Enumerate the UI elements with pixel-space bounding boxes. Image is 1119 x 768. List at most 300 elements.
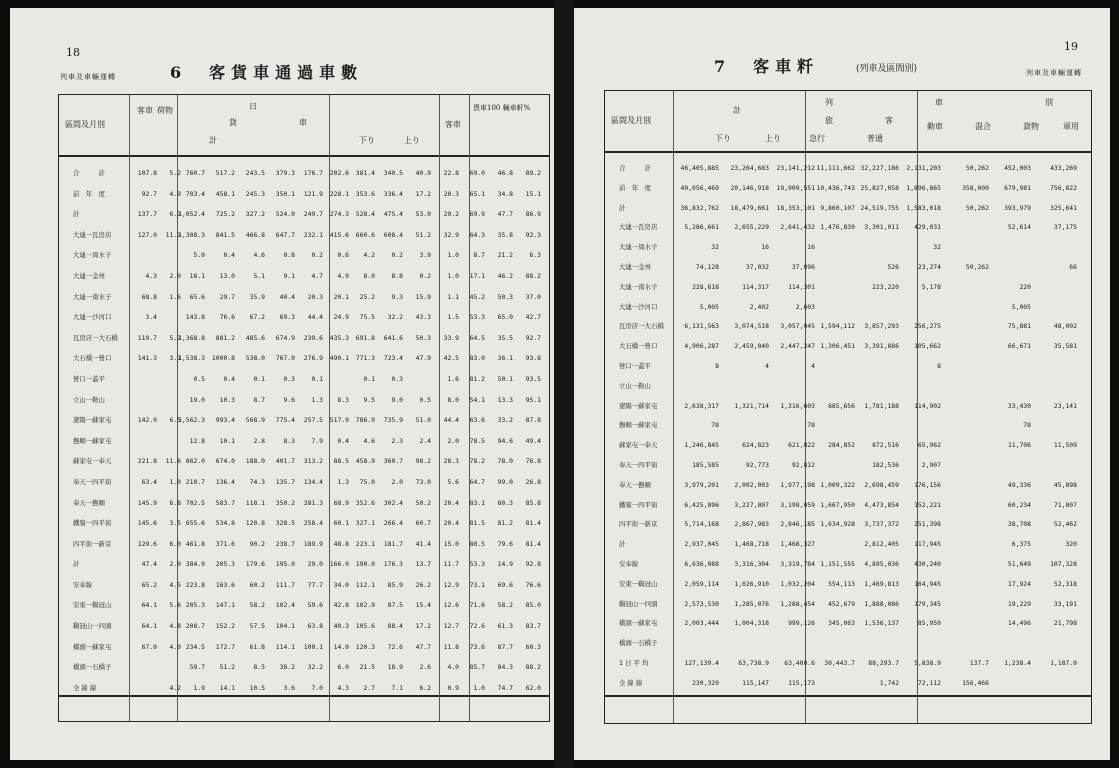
data-cell: 3,057,045 <box>780 322 815 331</box>
data-cell <box>1033 238 1077 258</box>
data-cell: 872,516 <box>872 441 899 450</box>
data-cell: 679,981 <box>1004 183 1031 192</box>
data-cell: 92,773 <box>745 460 769 469</box>
data-column <box>177 163 205 698</box>
data-cell: 381.4 <box>355 169 375 177</box>
data-cell: 534.8 <box>215 519 235 528</box>
data-cell: 147.1 <box>215 601 235 610</box>
data-cell: 5.2 <box>169 169 181 177</box>
data-cell: 2,003,444 <box>684 619 719 628</box>
data-cell: 1,468,718 <box>734 540 769 549</box>
data-cell: 528.4 <box>355 210 375 219</box>
data-cell: 83.7 <box>525 622 541 631</box>
data-cell: 47.7 <box>497 210 513 219</box>
data-cell: 0.4 <box>223 374 235 383</box>
row-label: 大連一沙河口 <box>619 302 658 311</box>
data-cell: 152,221 <box>914 500 941 509</box>
data-cell: 767.0 <box>275 354 295 363</box>
data-cell: 221.8 <box>137 457 157 466</box>
row-label: 大連一瓦房店 <box>619 223 658 232</box>
data-cell: 1,308.3 <box>178 230 205 239</box>
data-cell: 166.0 <box>329 560 349 569</box>
data-cell: 41.4 <box>415 539 431 548</box>
data-cell: 401.7 <box>275 457 295 466</box>
data-cell <box>945 377 989 397</box>
data-cell: 179,345 <box>914 599 941 608</box>
data-cell <box>675 634 719 654</box>
data-cell: 93.8 <box>525 354 541 363</box>
row-label: 蘇家屯一奉天 <box>73 457 112 466</box>
data-cell: 691.8 <box>355 333 375 342</box>
data-cell: 435.3 <box>329 333 349 342</box>
data-cell: 461.8 <box>185 539 205 548</box>
data-cell: 73.6 <box>469 642 485 651</box>
data-cell: 10,436,743 <box>816 183 855 192</box>
data-cell: 46,405,885 <box>680 164 719 172</box>
row-label: 計 <box>73 210 80 219</box>
data-cell: 11.2 <box>165 230 181 239</box>
data-cell: 2.4 <box>419 436 431 445</box>
data-cell: 475.4 <box>383 210 403 219</box>
data-cell: 85.0 <box>525 601 541 610</box>
data-cell: 232.1 <box>303 230 323 239</box>
data-cell: 655.6 <box>185 519 205 528</box>
data-cell: 2,002,003 <box>734 480 769 489</box>
data-cell: 1,667,950 <box>820 500 855 509</box>
data-cell: 4.9 <box>169 189 181 198</box>
row-label: 撫順一蘇家屯 <box>619 421 658 430</box>
data-cell: 5,714,168 <box>684 520 719 529</box>
data-cell: 102.4 <box>275 601 295 610</box>
data-cell: 59.6 <box>307 601 323 610</box>
data-cell: 1.5 <box>447 313 459 322</box>
data-cell: 1.0 <box>169 477 181 486</box>
data-cell: 83.1 <box>469 498 485 507</box>
header-cell: 上り <box>404 136 420 145</box>
running-head-left: 列車及車輛運轉 <box>60 73 116 81</box>
data-cell: 87.7 <box>497 642 513 651</box>
data-cell: 1.9 <box>193 683 205 692</box>
data-cell: 35,581 <box>1053 342 1077 351</box>
data-cell: 202.6 <box>329 169 349 177</box>
data-cell: 4.9 <box>337 271 349 280</box>
data-cell: 88.5 <box>333 457 349 466</box>
data-cell: 35.8 <box>497 230 513 239</box>
data-cell: 1000.8 <box>211 354 235 363</box>
data-cell: 33,430 <box>1007 401 1031 410</box>
header-cell: 旅 <box>825 116 833 125</box>
row-label: 營口一蓋平 <box>619 361 651 370</box>
data-cell: 120.8 <box>245 519 265 528</box>
data-cell: 1,288,454 <box>780 599 815 608</box>
data-cell: 117,945 <box>914 540 941 549</box>
data-cell: 17.1 <box>469 271 485 280</box>
data-cell <box>725 634 769 654</box>
row-label: 安東一鷄冠山 <box>619 579 658 588</box>
data-cell <box>945 397 989 417</box>
table-number: 7 <box>714 57 732 76</box>
row-label: 瓦房店一大石橋 <box>73 333 118 342</box>
data-cell: 2,867,983 <box>734 520 769 529</box>
data-cell: 115,173 <box>788 678 815 687</box>
data-cell: 2,698,459 <box>864 480 899 489</box>
data-cell <box>811 535 855 555</box>
data-cell: 71,807 <box>1053 500 1077 509</box>
header-cell: 貨車100 輛車軒% <box>473 104 531 112</box>
data-cell: 50,262 <box>965 262 989 271</box>
data-cell: 20.3 <box>307 292 323 301</box>
data-cell: 60.7 <box>415 519 431 528</box>
data-cell: 2,459,040 <box>734 342 769 351</box>
data-cell <box>987 357 1031 377</box>
data-cell: 120.3 <box>355 642 375 651</box>
data-cell: 188.0 <box>245 457 265 466</box>
data-cell: 86.9 <box>525 210 541 219</box>
data-cell: 64.7 <box>469 477 485 486</box>
data-cell: 53.3 <box>469 313 485 322</box>
data-cell <box>811 634 855 654</box>
data-cell: 164,945 <box>914 579 941 588</box>
data-cell: 50,262 <box>965 164 989 172</box>
data-cell: 54.1 <box>469 395 485 404</box>
data-cell <box>1033 298 1077 318</box>
data-cell: 1,583,018 <box>906 203 941 212</box>
data-cell: 0.1 <box>363 374 375 383</box>
data-cell: 111.7 <box>275 580 295 589</box>
data-cell: 771.3 <box>355 354 375 363</box>
data-cell: 24.9 <box>333 313 349 322</box>
data-cell: 660.6 <box>355 230 375 239</box>
data-cell: 72.6 <box>469 622 485 631</box>
data-cell: 141.3 <box>137 354 157 363</box>
data-cell <box>945 317 989 337</box>
data-column <box>295 163 323 698</box>
data-cell: 647.7 <box>275 230 295 239</box>
data-cell: 2.6 <box>419 663 431 672</box>
data-cell: 1,052.4 <box>178 210 205 219</box>
data-cell <box>945 535 989 555</box>
data-cell <box>321 369 349 390</box>
data-cell: 6,131,563 <box>684 322 719 331</box>
data-cell: 228,618 <box>692 282 719 291</box>
data-cell: 53.3 <box>469 560 485 569</box>
data-cell <box>945 278 989 298</box>
data-cell: 1,977,198 <box>780 480 815 489</box>
table-number: 6 <box>170 63 188 82</box>
data-cell: 325,641 <box>1050 203 1077 212</box>
row-label: 安奉線 <box>619 559 639 568</box>
data-cell: 36.1 <box>497 354 513 363</box>
data-cell: 81.4 <box>525 519 541 528</box>
data-cell: 1,781,188 <box>864 401 899 410</box>
data-cell: 1,238.4 <box>1004 658 1031 667</box>
row-label: 橋頭一石橋子 <box>619 639 658 648</box>
data-cell: 230,320 <box>692 678 719 687</box>
data-cell <box>811 357 855 377</box>
data-cell: 3,857,293 <box>864 322 899 331</box>
header-cell: 勤車 <box>927 122 943 131</box>
data-cell: 88.2 <box>525 663 541 672</box>
data-cell: 137.7 <box>137 210 157 219</box>
data-cell: 220 <box>1019 282 1031 291</box>
data-cell <box>1033 416 1077 436</box>
data-cell <box>945 416 989 436</box>
data-cell: 76.8 <box>525 457 541 466</box>
row-label: 四平街一新京 <box>619 520 658 529</box>
data-cell: 40.9 <box>415 169 431 177</box>
data-cell: 119.7 <box>137 333 157 342</box>
data-cell: 66 <box>1069 262 1077 271</box>
header-cell: 計 <box>733 106 741 115</box>
data-cell: 121.9 <box>303 189 323 198</box>
data-cell: 284,852 <box>828 441 855 450</box>
data-cell: 26.8 <box>525 477 541 486</box>
data-cell: 1,896,865 <box>906 183 941 192</box>
row-label: 大石橋一營口 <box>619 342 658 351</box>
data-cell: 38.2 <box>279 663 295 672</box>
data-cell: 0.2 <box>311 251 323 260</box>
data-cell: 1,368.8 <box>178 333 205 342</box>
data-cell: 458.9 <box>355 457 375 466</box>
data-cell: 23,141 <box>1053 401 1077 410</box>
data-cell <box>811 238 855 258</box>
row-label: 大連一金州 <box>73 271 105 280</box>
data-cell: 554,113 <box>828 579 855 588</box>
data-cell: 145.6 <box>137 519 157 528</box>
data-cell: 20.4 <box>443 519 459 528</box>
data-cell: 350.1 <box>275 189 295 198</box>
data-cell: 2,846,185 <box>780 520 815 529</box>
data-cell: 85.7 <box>469 663 485 672</box>
header-cell: 貨 <box>229 118 237 127</box>
data-cell: 3,198,059 <box>780 500 815 509</box>
row-label: 鷄冠山一四頭 <box>73 622 112 631</box>
data-cell: 84.3 <box>497 663 513 672</box>
data-cell: 35.5 <box>497 333 513 342</box>
data-cell: 63,738.9 <box>738 658 769 667</box>
data-cell: 353.6 <box>355 189 375 198</box>
data-cell: 6,375 <box>1011 540 1031 549</box>
data-cell: 44.4 <box>443 416 459 425</box>
data-cell: 78 <box>807 421 815 430</box>
data-cell: 4.0 <box>169 642 181 651</box>
data-cell: 23,264,683 <box>730 164 769 172</box>
data-cell: 10.3 <box>219 395 235 404</box>
header-cell: 日 <box>249 102 257 111</box>
data-cell: 63.4 <box>141 477 157 486</box>
row-label: 撫順一蘇家屯 <box>73 436 112 445</box>
data-cell: 517.2 <box>215 169 235 177</box>
data-cell: 608.4 <box>383 230 403 239</box>
data-cell: 88,293.7 <box>868 658 899 667</box>
data-cell: 2.0 <box>447 436 459 445</box>
data-cell: 243.5 <box>245 169 265 177</box>
data-cell: 19,229 <box>1007 599 1031 608</box>
row-label: 計 <box>73 560 80 569</box>
data-cell: 142.0 <box>137 416 157 425</box>
data-cell: 8 <box>937 361 941 370</box>
row-label: 前 年 度 <box>619 183 651 192</box>
row-label: 營口一蓋平 <box>73 374 105 383</box>
data-cell: 1,594,112 <box>820 322 855 331</box>
data-cell: 172.7 <box>215 642 235 651</box>
row-labels-right <box>619 159 673 694</box>
data-cell: 524.0 <box>275 210 295 219</box>
data-cell: 64.5 <box>469 333 485 342</box>
data-cell: 1.0 <box>447 271 459 280</box>
data-cell: 350.2 <box>275 498 295 507</box>
data-cell: 302.4 <box>383 498 403 507</box>
data-cell: 0.5 <box>193 374 205 383</box>
data-cell: 21.2 <box>497 251 513 260</box>
data-cell: 60.2 <box>249 580 265 589</box>
data-cell: 20.1 <box>333 292 349 301</box>
header-cell: 荷物 <box>157 106 173 115</box>
data-cell: 1,009,322 <box>820 480 855 489</box>
row-label: 遼陽一蘇家屯 <box>73 416 112 425</box>
data-cell: 452,003 <box>1004 164 1031 172</box>
data-cell <box>811 456 855 476</box>
data-cell: 61.3 <box>497 622 513 631</box>
data-cell: 5,286,661 <box>684 223 719 232</box>
data-cell: 11,509 <box>1053 441 1077 450</box>
data-cell <box>945 238 989 258</box>
data-cell: 0.8 <box>283 251 295 260</box>
data-cell: 313.2 <box>303 457 323 466</box>
data-cell: 0.1 <box>311 374 323 383</box>
data-cell: 102.9 <box>355 601 375 610</box>
data-cell: 114.1 <box>275 642 295 651</box>
row-label: 大連一瓦房店 <box>73 230 112 239</box>
data-cell: 1.6 <box>169 292 181 301</box>
data-cell: 22.8 <box>443 169 459 177</box>
data-cell: 69.9 <box>469 210 485 219</box>
data-cell: 5,178 <box>921 282 941 291</box>
data-cell: 13.0 <box>219 271 235 280</box>
data-cell: 53.0 <box>415 210 431 219</box>
data-cell: 35.9 <box>249 292 265 301</box>
data-cell: 786.9 <box>355 416 375 425</box>
data-cell: 429,031 <box>914 223 941 232</box>
data-cell: 8.3 <box>283 436 295 445</box>
data-cell: 48,002 <box>1053 322 1077 331</box>
data-cell: 1,151,555 <box>820 559 855 568</box>
data-cell: 99.0 <box>497 477 513 486</box>
data-cell: 205.3 <box>215 560 235 569</box>
data-cell: 42.7 <box>525 313 541 322</box>
data-cell: 73.0 <box>415 477 431 486</box>
data-cell: 393,979 <box>1004 203 1031 212</box>
title-text: 客貨車通過車數 <box>209 63 364 82</box>
data-cell: 24,519,755 <box>860 203 899 212</box>
data-cell: 83.0 <box>469 354 485 363</box>
data-cell: 1,634,928 <box>820 520 855 529</box>
table-title-left <box>170 60 363 83</box>
data-cell: 3,737,372 <box>864 520 899 529</box>
data-cell: 1,306,451 <box>820 342 855 351</box>
data-cell <box>855 238 899 258</box>
row-label: 前 年 度 <box>73 189 105 198</box>
data-cell: 251,398 <box>914 520 941 529</box>
data-cell: 249.7 <box>303 210 323 219</box>
data-cell: 12.8 <box>189 436 205 445</box>
data-cell: 245.3 <box>245 189 265 198</box>
data-cell: 415.6 <box>329 230 349 239</box>
data-cell: 137.7 <box>969 658 989 667</box>
data-cell: 6.2 <box>419 683 431 692</box>
data-cell: 94.6 <box>497 436 513 445</box>
row-label: 鐵嶺一四平街 <box>619 500 658 509</box>
data-cell: 42.8 <box>333 601 349 610</box>
data-cell: 14.1 <box>219 683 235 692</box>
table-title-right <box>714 54 819 77</box>
header-cell: 計 <box>209 136 217 145</box>
data-cell <box>945 575 989 595</box>
data-cell: 18,479,661 <box>730 203 769 212</box>
data-cell: 11,706 <box>1007 441 1031 450</box>
data-cell: 134.4 <box>303 477 323 486</box>
data-cell: 69.6 <box>497 580 513 589</box>
data-cell: 10.5 <box>249 683 265 692</box>
data-cell: 2,812,405 <box>864 540 899 549</box>
header-cell: 下り <box>715 134 731 143</box>
data-cell: 458.1 <box>215 189 235 198</box>
data-cell: 29.7 <box>219 292 235 301</box>
data-cell <box>1033 357 1077 377</box>
data-cell: 621,822 <box>788 441 815 450</box>
data-cell: 2,447,247 <box>780 342 815 351</box>
data-cell: 1,246,845 <box>684 441 719 450</box>
row-label: 立山一鞍山 <box>619 381 651 390</box>
data-column <box>321 163 349 698</box>
data-cell: 4,906,287 <box>684 342 719 351</box>
data-cell: 1,468,327 <box>780 540 815 549</box>
data-cell: 14.9 <box>497 560 513 569</box>
data-cell: 0.3 <box>391 374 403 383</box>
data-cell: 52,462 <box>1053 520 1077 529</box>
data-cell: 32.2 <box>307 663 323 672</box>
data-cell: 23,141,212 <box>776 164 815 172</box>
data-cell: 3,074,518 <box>734 322 769 331</box>
data-cell: 60.3 <box>525 642 541 651</box>
data-cell: 257.5 <box>303 416 323 425</box>
data-cell: 49.4 <box>525 436 541 445</box>
data-cell: 358,000 <box>962 183 989 192</box>
row-label: 合 計 <box>73 169 105 177</box>
data-cell: 208.7 <box>185 622 205 631</box>
data-cell: 47.7 <box>415 642 431 651</box>
data-cell: 28.3 <box>443 457 459 466</box>
data-cell: 71.6 <box>469 601 485 610</box>
data-cell: 34.8 <box>497 189 513 198</box>
row-label: 安奉線 <box>73 580 93 589</box>
data-cell <box>897 298 941 318</box>
data-cell <box>945 595 989 615</box>
data-cell: 6.8 <box>169 498 181 507</box>
data-cell: 5,005 <box>699 302 719 311</box>
data-cell: 841.5 <box>215 230 235 239</box>
row-label: 奉天一四平街 <box>73 477 112 486</box>
data-cell: 77.7 <box>307 580 323 589</box>
data-cell: 360.7 <box>383 457 403 466</box>
data-cell: 1,536,137 <box>864 619 899 628</box>
data-cell: 862.0 <box>185 457 205 466</box>
data-cell: 105,662 <box>914 342 941 351</box>
row-label: 奉天一撫順 <box>73 498 105 507</box>
header-rule <box>605 151 1091 153</box>
data-cell: 46.8 <box>497 169 513 177</box>
data-cell: 8.8 <box>391 271 403 280</box>
